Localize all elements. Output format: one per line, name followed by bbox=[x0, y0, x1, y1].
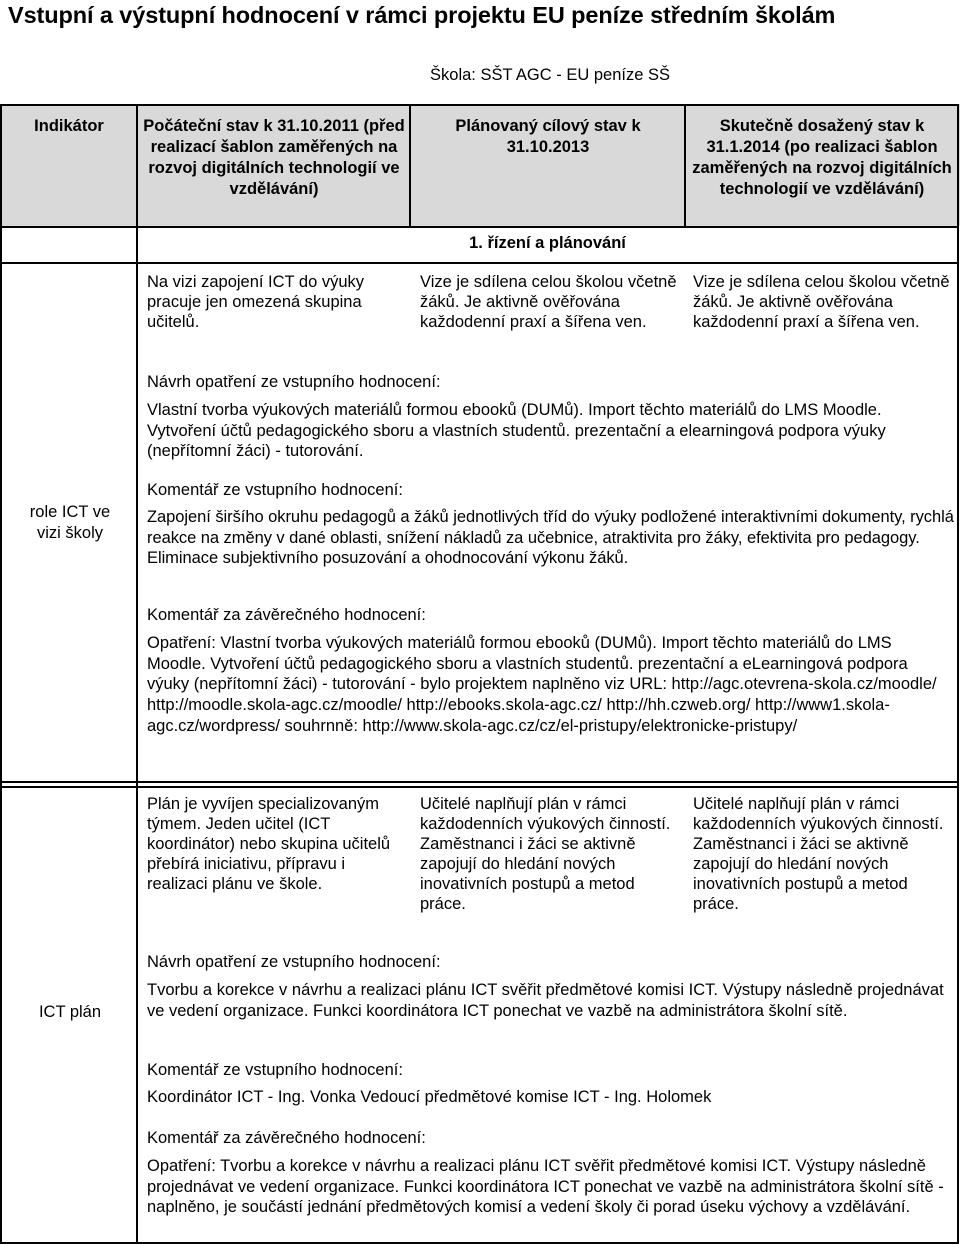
row1-actual-state: Vize je sdílena celou školou včetně žáků. Je aktivně ověřována každodenní praxí a šířena ven. bbox=[693, 273, 950, 331]
row2-comment-out-text: Opatření: Tvorbu a korekce v návrhu a realizaci plánu ICT svěřit předmětové komisi ICT. Výstupy následně projednávat ve vedení organizace. Funkci koordinátora ICT ponechat ve vazbě na administrátora školní sítě - naplněno, je součástí jednání předmětových komisí a vedení školy či porad úseku výchovy a vzdělávání. bbox=[147, 1157, 944, 1217]
row2-initial-state: Plán je vyvíjen specializovaným týmem. Jeden učitel (ICT koordinátor) nebo skupina učitelů přebírá iniciativu, přípravu i realizaci plánu ve škole. bbox=[147, 795, 391, 893]
row2-proposal-text: Tvorbu a korekce v návrhu a realizaci plánu ICT svěřit předmětové komisi ICT. Výstupy následně projednávat ve vedení organizace. Funkci koordinátora ICT ponechat ve vazbě na administrátora školní sítě. bbox=[147, 981, 944, 1020]
row2-proposal-heading: Návrh opatření ze vstupního hodnocení: bbox=[147, 953, 441, 971]
header-indicator: Indikátor bbox=[34, 117, 104, 135]
column-divider-header-planned bbox=[684, 104, 686, 228]
table-border-right bbox=[957, 104, 959, 1244]
table-border-row2-top bbox=[0, 786, 959, 788]
header-planned-state: Plánovaný cílový stav k 31.10.2013 bbox=[455, 117, 641, 156]
row2-actual-state: Učitelé naplňují plán v rámci každodenních výukových činností. Zaměstnanci i žáci se aktivně zapojují do hledání nových inovativních postupů a metod práce. bbox=[693, 795, 944, 913]
table-border-row1-bottom bbox=[0, 781, 959, 783]
table-border-section-bottom bbox=[0, 262, 959, 264]
page-title: Vstupní a výstupní hodnocení v rámci projektu EU peníze středním školám bbox=[8, 2, 836, 28]
row-label-role-ict: role ICT ve vizi školy bbox=[29, 503, 111, 542]
row1-comment-out-text: Opatření: Vlastní tvorba výukových materiálů formou ebooků (DUMů). Import těchto materiálů do LMS Moodle. Vytvoření účtů pedagogického sboru a vlastních studentů. prezentační a eLearningová podpora výuky (nepřítomní žáci) - tutorování - bylo projektem naplněno viz URL: http://agc.otevrena-skola.cz/moodle/ http://moodle.skola-agc.cz/moodle/ http://ebooks.skola-agc.cz/ http://hh.czweb.org/ http://www1.skola-agc.cz/wordpress/ souhrnně: http://www.skola-agc.cz/cz/el-pristupy/elektronicke-pristupy/ bbox=[147, 634, 937, 735]
section-heading: 1. řízení a plánování bbox=[469, 234, 626, 252]
row2-comment-out-heading: Komentář za závěrečného hodnocení: bbox=[147, 1129, 426, 1147]
row-label-ict-plan: ICT plán bbox=[38, 1003, 102, 1021]
header-initial-state bbox=[140, 116, 408, 200]
row1-proposal-heading: Návrh opatření ze vstupního hodnocení: bbox=[147, 373, 441, 391]
header-actual-state: Skutečně dosažený stav k 31.1.2014 (po realizaci šablon zaměřených na rozvoj digitálních technologií ve vzdělávání) bbox=[692, 117, 952, 198]
table-border-header-bottom bbox=[0, 226, 959, 228]
row1-planned-state: Vize je sdílena celou školou včetně žáků. Je aktivně ověřována každodenní praxí a šířena ven. bbox=[420, 273, 677, 331]
row2-comment-in-text: Koordinátor ICT - Ing. Vonka Vedoucí předmětové komise ICT - Ing. Holomek bbox=[147, 1088, 712, 1106]
table-border-left bbox=[0, 104, 2, 1244]
row1-comment-in-heading: Komentář ze vstupního hodnocení: bbox=[147, 481, 403, 499]
column-divider-indicator bbox=[136, 104, 138, 1244]
row1-comment-in-text: Zapojení širšího okruhu pedagogů a žáků jednotlivých tříd do výuky podložené interaktivními dokumenty, rychlá reakce na změny v dané oblasti, snížení nákladů za učebnice, atraktivita pro žáky, efektivita pro pedagogy. Eliminace subjektivního posuzování a ohodnocování výkonu žáků. bbox=[147, 508, 954, 568]
header-initial-text: Počáteční stav k 31.10.2011 (před realizací šablon zaměřených na rozvoj digitálních technologií ve vzdělávání) bbox=[143, 117, 405, 198]
school-name: Škola: SŠT AGC - EU peníze SŠ bbox=[430, 66, 670, 84]
row2-comment-in-heading: Komentář ze vstupního hodnocení: bbox=[147, 1061, 403, 1079]
table-border-top bbox=[0, 104, 959, 106]
row2-planned-state: Učitelé naplňují plán v rámci každodenních výukových činností. Zaměstnanci i žáci se aktivně zapojují do hledání nových inovativních postupů a metod práce. bbox=[420, 795, 671, 913]
row1-initial-state: Na vizi zapojení ICT do výuky pracuje jen omezená skupina učitelů. bbox=[147, 273, 365, 331]
row1-comment-out-heading: Komentář za závěrečného hodnocení: bbox=[147, 606, 426, 624]
column-divider-header-initial bbox=[409, 104, 411, 228]
row1-proposal-text: Vlastní tvorba výukových materiálů formou ebooků (DUMů). Import těchto materiálů do LMS Moodle. Vytvoření účtů pedagogického sboru a vlastních studentů. prezentační a elearningová podpora výuky (nepřítomní žáci) - tutorování. bbox=[147, 401, 886, 461]
